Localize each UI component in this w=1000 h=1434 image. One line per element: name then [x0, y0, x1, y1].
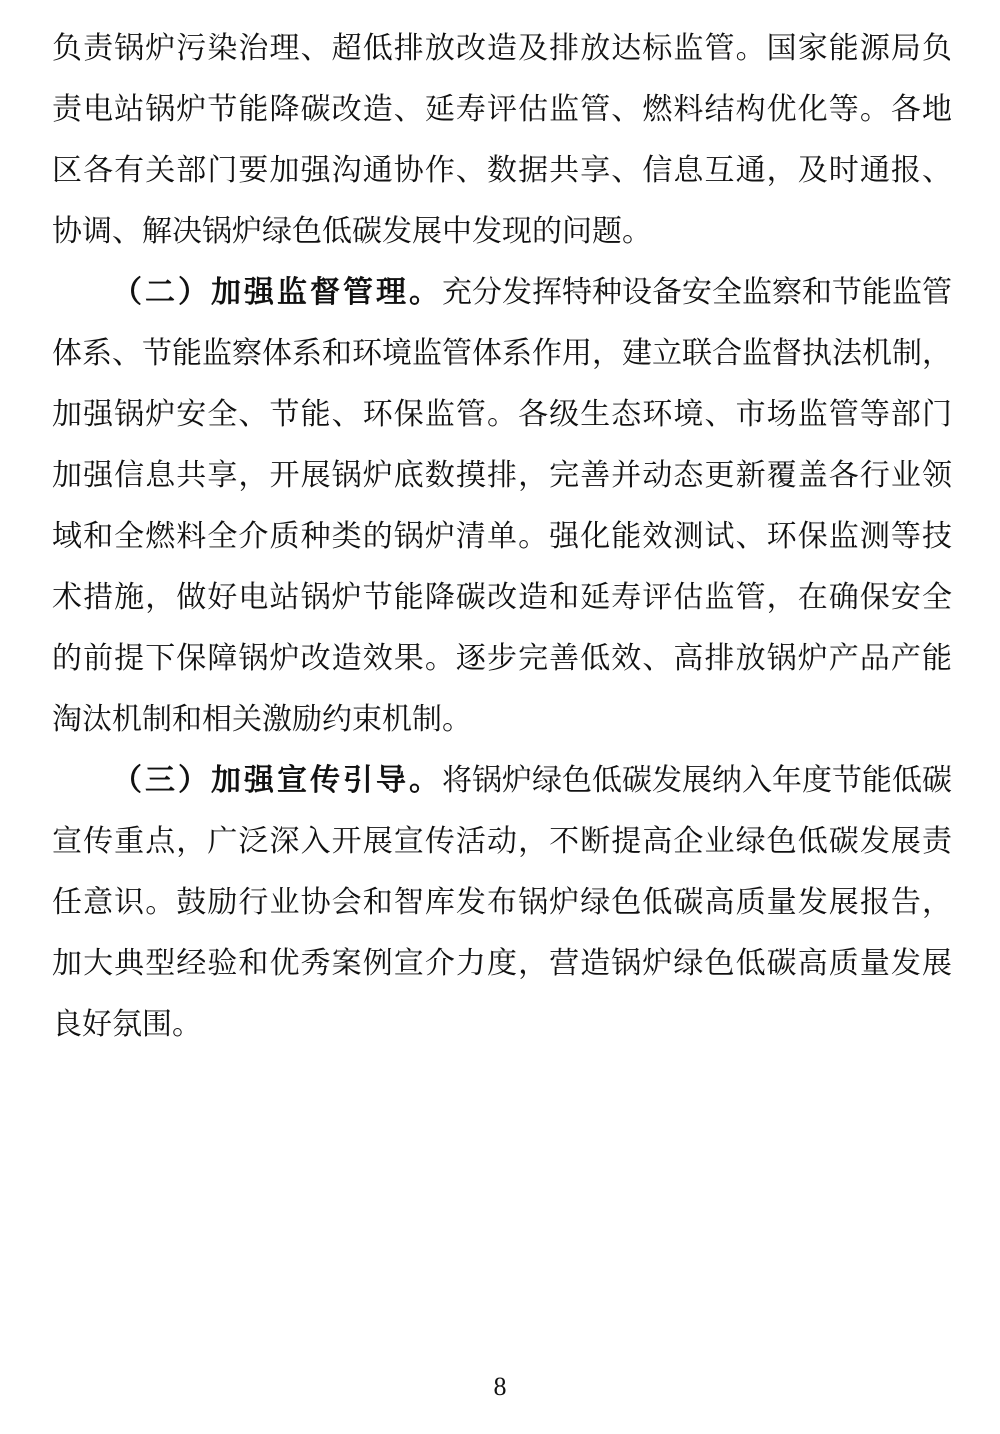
text-line: 术措施，做好电站锅炉节能降碳改造和延寿评估监管，在确保安全 [52, 580, 952, 615]
body-text [52, 18, 952, 1055]
text-line: 协调、解决锅炉绿色低碳发展中发现的问题。 [52, 214, 652, 249]
text-line: 任意识。鼓励行业协会和智库发布锅炉绿色低碳高质量发展报告， [52, 885, 952, 920]
text-line: 域和全燃料全介质种类的锅炉清单。强化能效测试、环保监测等技 [52, 519, 952, 554]
text-line: 区各有关部门要加强沟通协作、数据共享、信息互通，及时通报、 [52, 153, 952, 188]
text-line: 宣传重点，广泛深入开展宣传活动，不断提高企业绿色低碳发展责 [52, 824, 952, 859]
text-line: 责电站锅炉节能降碳改造、延寿评估监管、燃料结构优化等。各地 [52, 92, 952, 127]
text-line: 的前提下保障锅炉改造效果。逐步完善低效、高排放锅炉产品产能 [52, 641, 952, 676]
text-line: 负责锅炉污染治理、超低排放改造及排放达标监管。国家能源局负 [52, 31, 952, 66]
text-run: 充分发挥特种设备安全监察和节能监管 [442, 275, 952, 310]
text-line [52, 262, 952, 323]
text-line: 加强信息共享，开展锅炉底数摸排，完善并动态更新覆盖各行业领 [52, 458, 952, 493]
text-line [52, 750, 952, 811]
text-line: 良好氛围。 [52, 1007, 202, 1042]
text-line: 淘汰机制和相关激励约束机制。 [52, 702, 472, 737]
page-number: 8 [493, 1372, 507, 1401]
paragraph-1 [52, 18, 952, 262]
text-run: 将锅炉绿色低碳发展纳入年度节能低碳 [442, 763, 952, 798]
section-heading: （二）加强监督管理。 [112, 275, 442, 310]
section-heading: （三）加强宣传引导。 [112, 763, 442, 798]
text-line: 加大典型经验和优秀案例宣介力度，营造锅炉绿色低碳高质量发展 [52, 946, 952, 981]
text-line: 体系、节能监察体系和环境监管体系作用，建立联合监督执法机制， [52, 336, 952, 371]
text-line: 加强锅炉安全、节能、环保监管。各级生态环境、市场监管等部门 [52, 397, 952, 432]
paragraph-2 [52, 262, 952, 750]
paragraph-3 [52, 750, 952, 1055]
